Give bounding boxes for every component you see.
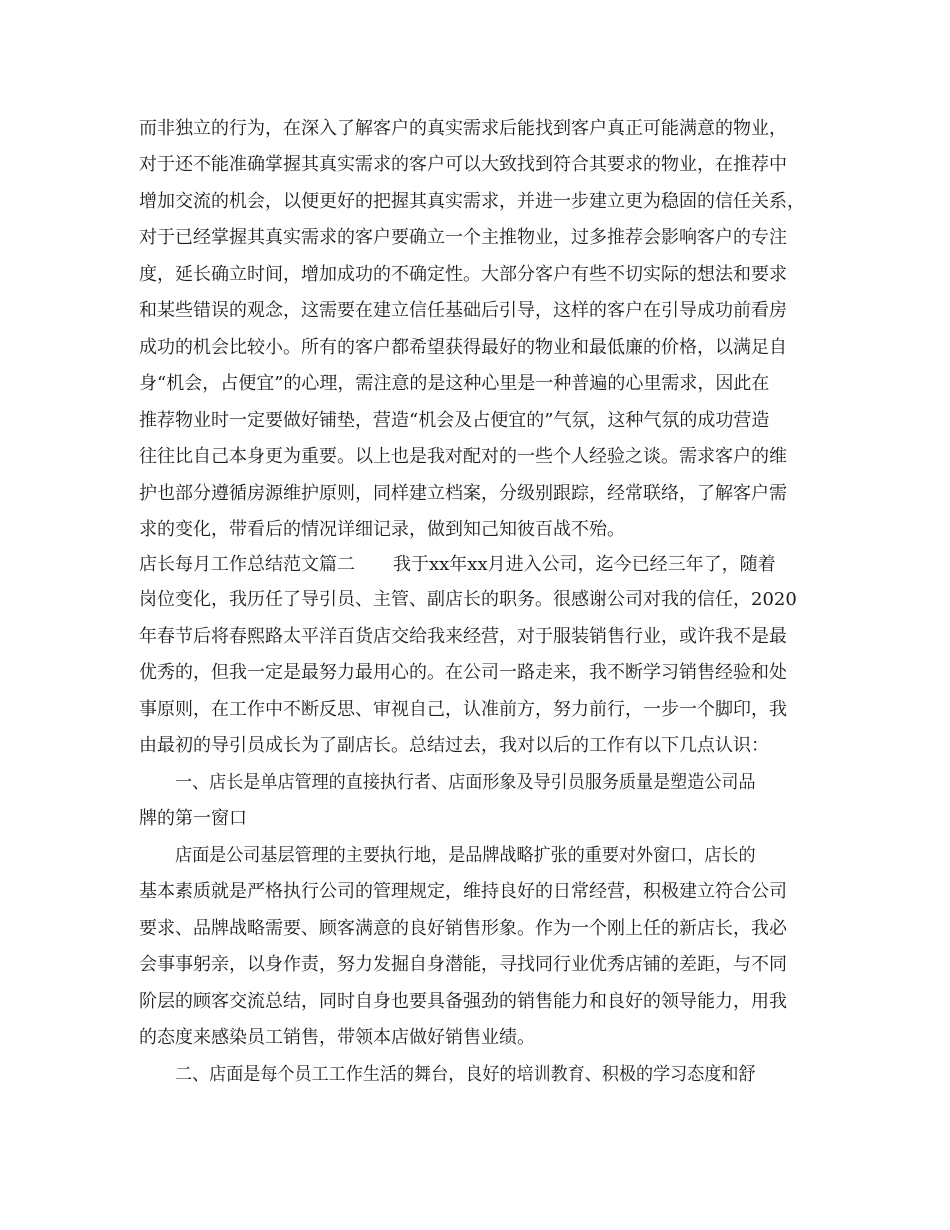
paragraph-line: 而非独立的行为，在深入了解客户的真实需求后能找到客户真正可能满意的物业， <box>139 118 787 139</box>
paragraph-line: 要求、品牌战略需要、顾客满意的良好销售形象。作为一个刚上任的新店长，我必 <box>139 918 787 939</box>
paragraph-line: 度，延长确立时间，增加成功的不确定性。大部分客户有些不切实际的想法和要求 <box>139 264 787 285</box>
paragraph-line: 推荐物业时一定要做好铺垫，营造“机会及占便宜的”气氛，这种气氛的成功营造 <box>139 410 770 431</box>
paragraph-line: 成功的机会比较小。所有的客户都希望获得最好的物业和最低廉的价格，以满足自 <box>139 337 787 358</box>
paragraph-line: 和某些错误的观念，这需要在建立信任基础后引导，这样的客户在引导成功前看房 <box>139 300 787 321</box>
section-heading-line <box>139 550 839 580</box>
paragraph-line: 事原则，在工作中不断反思、审视自己，认准前方，努力前行，一步一个脚印，我 <box>139 699 787 720</box>
paragraph-line: 增加交流的机会，以便更好的把握其真实需求，并进一步建立更为稳固的信任关系， <box>139 191 805 212</box>
paragraph-line: 岗位变化，我历任了导引员、主管、副店长的职务。很感谢公司对我的信任，2020 <box>139 589 797 610</box>
point-heading: 一、店长是单店管理的直接执行者、店面形象及导引员服务质量是塑造公司品 <box>175 772 756 793</box>
paragraph-line: 基本素质就是严格执行公司的管理规定，维持良好的日常经营，积极建立符合公司 <box>139 881 787 902</box>
point-heading: 二、店面是每个员工工作生活的舞台，良好的培训教育、积极的学习态度和舒 <box>175 1064 756 1085</box>
section-intro-text: 我于xx年xx月进入公司，迄今已经三年了，随着 <box>393 554 776 575</box>
section-title: 店长每月工作总结范文篇二 <box>139 554 355 575</box>
paragraph-line: 会事事躬亲，以身作责，努力发掘自身潜能，寻找同行业优秀店铺的差距，与不同 <box>139 954 787 975</box>
paragraph-line: 由最初的导引员成长为了副店长。总结过去，我对以后的工作有以下几点认识： <box>139 735 769 756</box>
paragraph-line: 优秀的，但我一定是最努力最用心的。在公司一路走来，我不断学习销售经验和处 <box>139 662 787 683</box>
paragraph-line: 往往比自己本身更为重要。以上也是我对配对的一些个人经验之谈。需求客户的维 <box>139 446 787 467</box>
paragraph-line: 身“机会，占便宜”的心理，需注意的是这种心里是一种普遍的心里需求，因此在 <box>139 373 770 394</box>
paragraph-line: 对于已经掌握其真实需求的客户要确立一个主推物业，过多推荐会影响客户的专注 <box>139 227 787 248</box>
paragraph-line: 的态度来感染员工销售，带领本店做好销售业绩。 <box>139 1027 535 1048</box>
paragraph-line: 护也部分遵循房源维护原则，同样建立档案，分级别跟踪，经常联络，了解客户需 <box>139 483 787 504</box>
paragraph-line: 求的变化，带看后的情况详细记录，做到知己知彼百战不殆。 <box>139 519 625 540</box>
paragraph-line: 年春节后将春熙路太平洋百货店交给我来经营，对于服装销售行业，或许我不是最 <box>139 626 787 647</box>
paragraph-line: 阶层的顾客交流总结，同时自身也要具备强劲的销售能力和良好的领导能力，用我 <box>139 991 787 1012</box>
paragraph-line: 店面是公司基层管理的主要执行地，是品牌战略扩张的重要对外窗口，店长的 <box>175 845 756 866</box>
paragraph-line: 对于还不能准确掌握其真实需求的客户可以大致找到符合其要求的物业，在推荐中 <box>139 154 787 175</box>
point-heading-continued: 牌的第一窗口 <box>139 808 247 829</box>
